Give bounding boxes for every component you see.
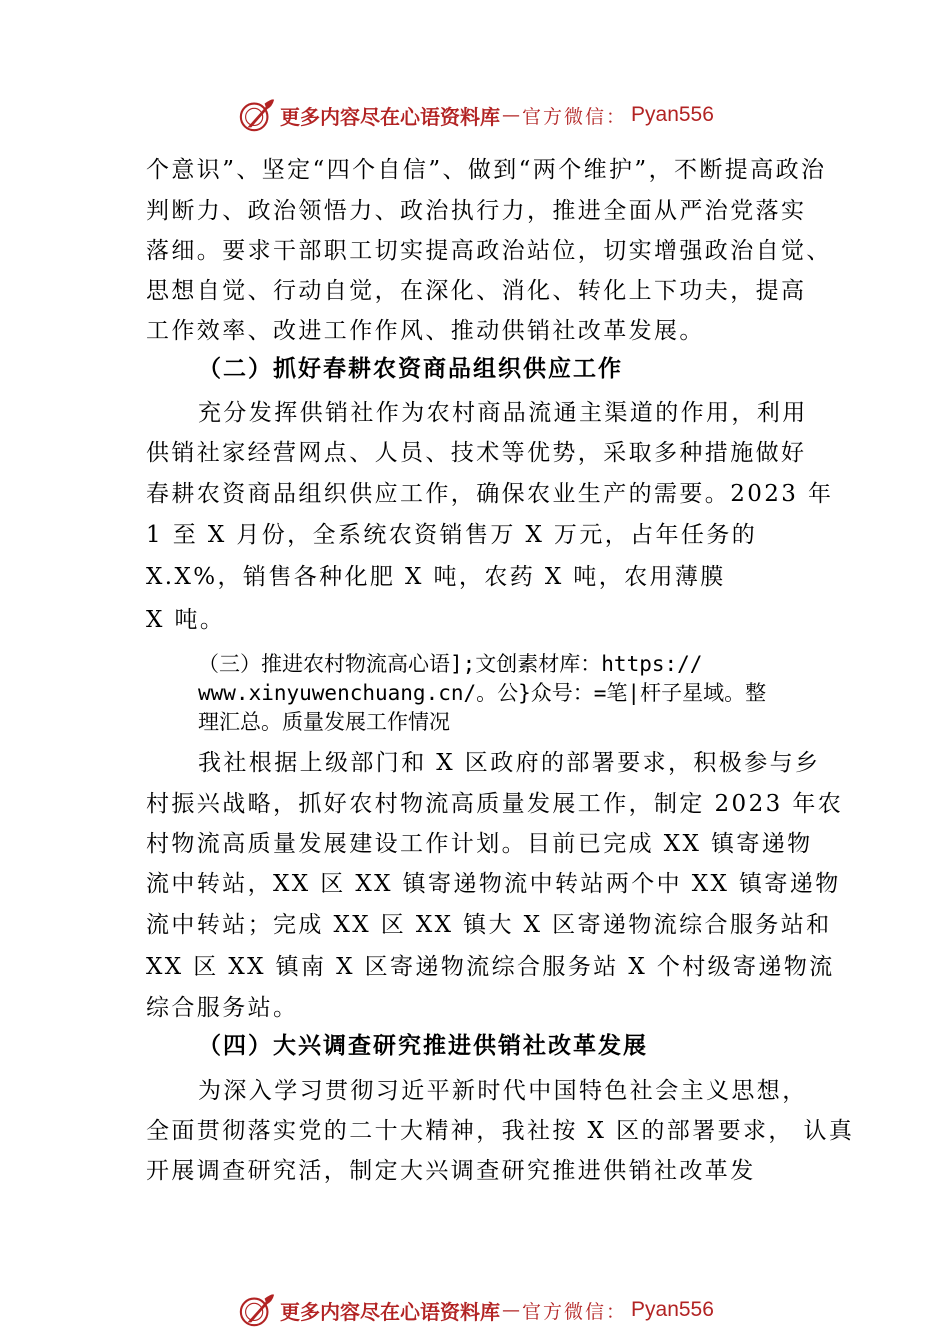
paragraph-line: X 吨。 — [146, 607, 226, 633]
paragraph-line: 为深入学习贯彻习近平新时代中国特色社会主义思想， — [198, 1078, 808, 1104]
banner-main-text: 更多内容尽在心语资料库 — [280, 104, 500, 129]
footer-banner — [238, 1290, 714, 1330]
banner-main-text: 更多内容尽在心语资料库 — [280, 1299, 500, 1324]
paragraph-line: X.X%，销售各种化肥 X 吨，农药 X 吨，农用薄膜 — [146, 564, 726, 590]
quill-logo-icon — [238, 96, 276, 134]
banner-wechat-id: Pyan556 — [631, 103, 714, 126]
header-banner — [238, 95, 714, 135]
section-heading-line: 理汇总。质量发展工作情况 — [198, 710, 450, 734]
paragraph-line: XX 区 XX 镇南 X 区寄递物流综合服务站 X 个村级寄递物流 — [146, 954, 835, 980]
banner-official-label: 官方微信： — [522, 1300, 628, 1323]
paragraph-line: 充分发挥供销社作为农村商品流通主渠道的作用，利用 — [198, 400, 808, 426]
section-heading: （二）抓好春耕农资商品组织供应工作 — [198, 355, 623, 382]
paragraph-line: 落细。要求干部职工切实提高政治站位，切实增强政治自觉、 — [146, 238, 832, 264]
paragraph-line: 村物流高质量发展建设工作计划。目前已完成 XX 镇寄递物 — [146, 831, 813, 857]
paragraph-line: 供销社家经营网点、人员、技术等优势，采取多种措施做好 — [146, 440, 807, 466]
paragraph-line: 春耕农资商品组织供应工作，确保农业生产的需要。2023 年 — [146, 481, 834, 507]
paragraph-line: 综合服务站。 — [146, 995, 299, 1021]
paragraph-line: 个意识”、坚定“四个自信”、做到“两个维护”，不断提高政治 — [146, 157, 827, 183]
paragraph-line: 工作效率、改进工作作风、推动供销社改革发展。 — [146, 318, 705, 344]
paragraph-line: 流中转站；完成 XX 区 XX 镇大 X 区寄递物流综合服务站和 — [146, 912, 832, 938]
paragraph-line: 村振兴战略，抓好农村物流高质量发展工作，制定 2023 年农 — [146, 791, 844, 817]
paragraph-line: 开展调查研究活，制定大兴调查研究推进供销社改革发 — [146, 1158, 756, 1184]
paragraph-line: 流中转站，XX 区 XX 镇寄递物流中转站两个中 XX 镇寄递物 — [146, 871, 841, 897]
paragraph-line: 全面贯彻落实党的二十大精神，我社按 X 区的部署要求， 认真 — [146, 1118, 855, 1144]
paragraph-line: 思想自觉、行动自觉，在深化、消化、转化上下功夫，提高 — [146, 278, 807, 304]
banner-official-label: 官方微信： — [522, 105, 628, 128]
paragraph-line: 1 至 X 月份，全系统农资销售万 X 万元，占年任务的 — [146, 522, 758, 548]
paragraph-line: 判断力、政治领悟力、政治执行力，推进全面从严治党落实 — [146, 198, 807, 224]
banner-separator: — — [502, 1299, 520, 1321]
section-heading-line: （三）推进农村物流高心语];文创素材库：https:// — [198, 652, 703, 676]
paragraph-line: 我社根据上级部门和 X 区政府的部署要求，积极参与乡 — [198, 750, 821, 776]
quill-logo-icon — [238, 1291, 276, 1329]
banner-wechat-id: Pyan556 — [631, 1298, 714, 1321]
section-heading: （四）大兴调查研究推进供销社改革发展 — [198, 1032, 648, 1059]
section-heading-line: www.xinyuwenchuang.cn/。公}众号：=笔|杆子星域。整 — [198, 681, 767, 705]
banner-separator: — — [502, 104, 520, 126]
